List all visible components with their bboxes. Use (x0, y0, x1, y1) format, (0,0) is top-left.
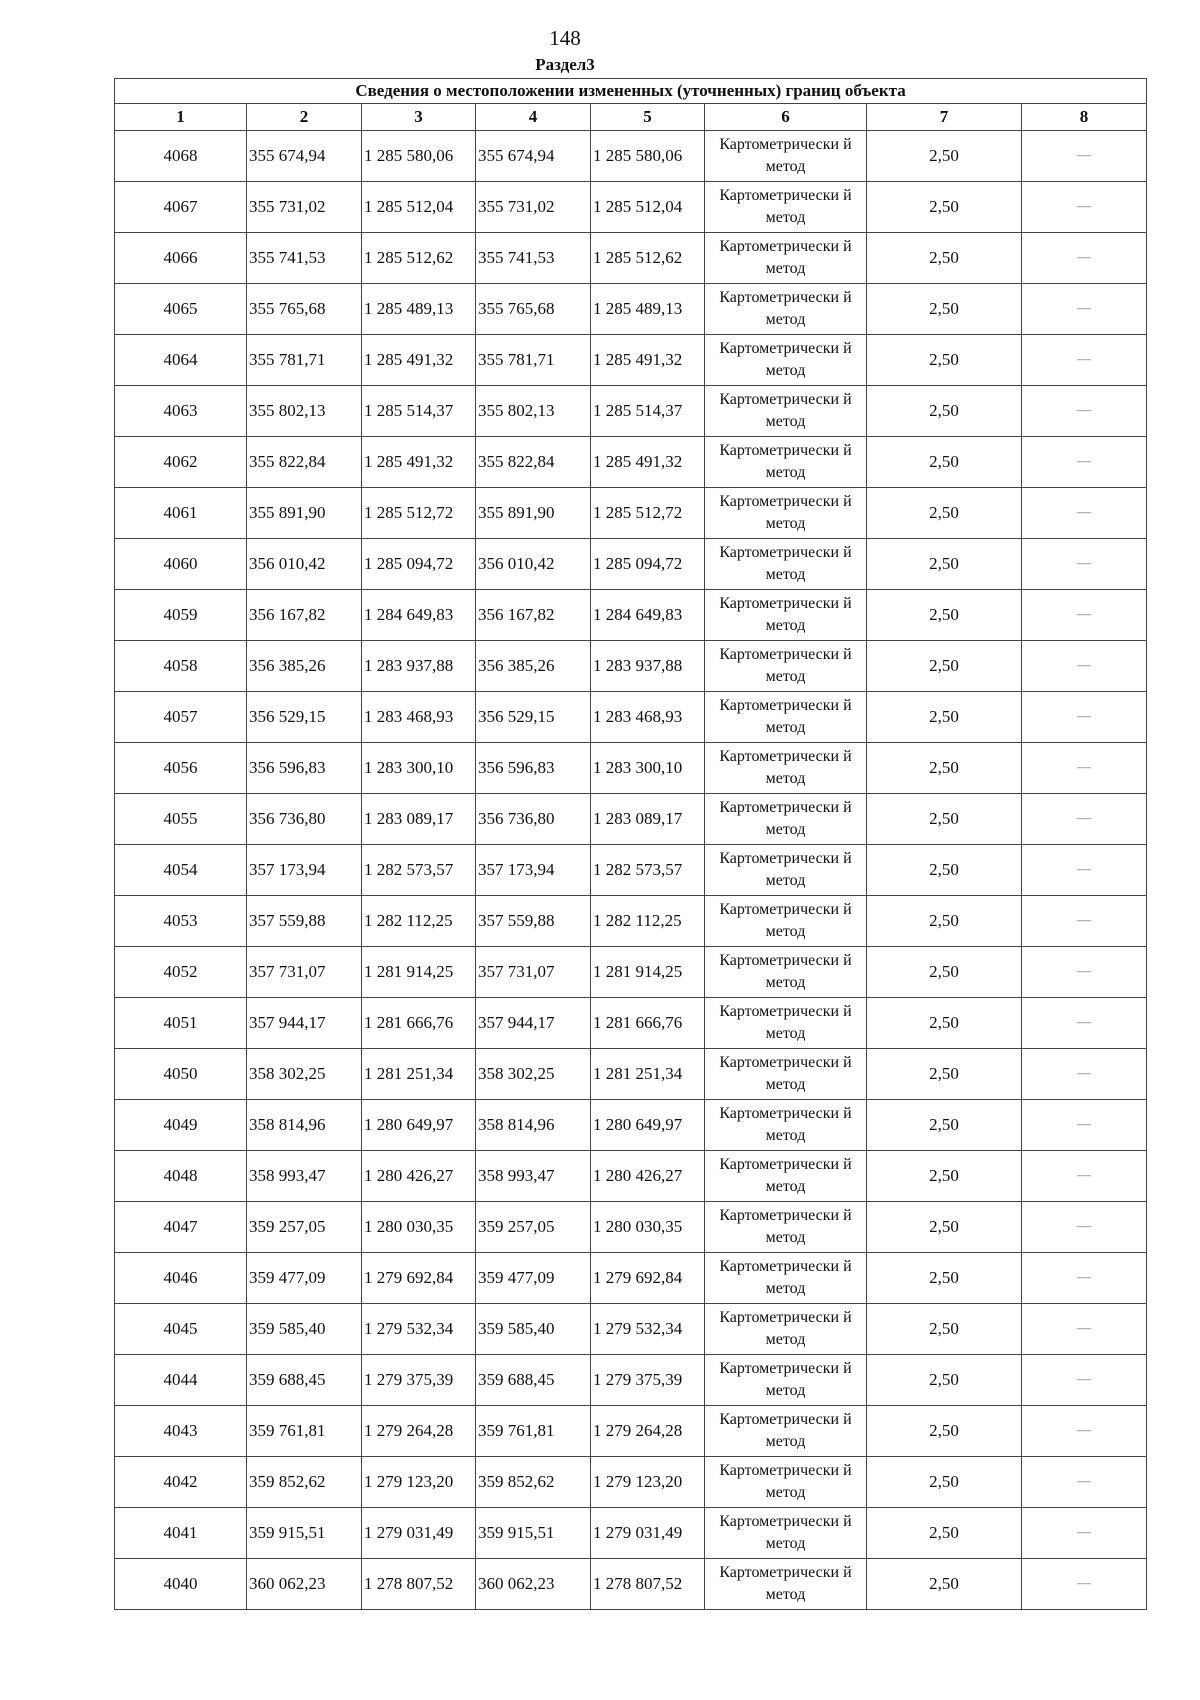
accuracy-cell: 2,50 (867, 845, 1022, 896)
method-cell: Картометрически й метод (705, 1049, 867, 1100)
note-cell: — (1022, 1100, 1147, 1151)
point-number-cell: 4049 (115, 1100, 247, 1151)
table-row (115, 590, 1147, 641)
x-coordinate-existing-cell: 357 731,07 (247, 947, 362, 998)
note-cell: — (1022, 284, 1147, 335)
accuracy-cell: 2,50 (867, 692, 1022, 743)
method-cell: Картометрически й метод (705, 386, 867, 437)
point-number-cell: 4044 (115, 1355, 247, 1406)
y-coordinate-new-cell: 1 284 649,83 (591, 590, 705, 641)
note-cell: — (1022, 947, 1147, 998)
x-coordinate-existing-cell: 357 944,17 (247, 998, 362, 1049)
y-coordinate-new-cell: 1 285 514,37 (591, 386, 705, 437)
point-number-cell: 4053 (115, 896, 247, 947)
note-cell: — (1022, 692, 1147, 743)
column-header: 1 (115, 104, 247, 131)
note-cell: — (1022, 182, 1147, 233)
table-row (115, 539, 1147, 590)
y-coordinate-new-cell: 1 282 112,25 (591, 896, 705, 947)
y-coordinate-existing-cell: 1 278 807,52 (362, 1559, 476, 1610)
y-coordinate-new-cell: 1 285 491,32 (591, 335, 705, 386)
method-cell: Картометрически й метод (705, 692, 867, 743)
x-coordinate-new-cell: 357 731,07 (476, 947, 591, 998)
x-coordinate-new-cell: 359 761,81 (476, 1406, 591, 1457)
y-coordinate-existing-cell: 1 283 937,88 (362, 641, 476, 692)
x-coordinate-new-cell: 355 802,13 (476, 386, 591, 437)
column-number-row (115, 104, 1147, 131)
note-cell: — (1022, 845, 1147, 896)
note-cell: — (1022, 1253, 1147, 1304)
x-coordinate-existing-cell: 356 736,80 (247, 794, 362, 845)
page-number: 148 (549, 26, 581, 50)
y-coordinate-existing-cell: 1 279 031,49 (362, 1508, 476, 1559)
y-coordinate-new-cell: 1 278 807,52 (591, 1559, 705, 1610)
x-coordinate-existing-cell: 358 993,47 (247, 1151, 362, 1202)
y-coordinate-existing-cell: 1 282 573,57 (362, 845, 476, 896)
x-coordinate-new-cell: 355 781,71 (476, 335, 591, 386)
accuracy-cell: 2,50 (867, 131, 1022, 182)
y-coordinate-new-cell: 1 281 251,34 (591, 1049, 705, 1100)
x-coordinate-new-cell: 355 741,53 (476, 233, 591, 284)
table-row (115, 182, 1147, 233)
y-coordinate-existing-cell: 1 283 089,17 (362, 794, 476, 845)
y-coordinate-new-cell: 1 285 512,72 (591, 488, 705, 539)
x-coordinate-existing-cell: 355 741,53 (247, 233, 362, 284)
x-coordinate-existing-cell: 355 822,84 (247, 437, 362, 488)
accuracy-cell: 2,50 (867, 284, 1022, 335)
note-cell: — (1022, 386, 1147, 437)
method-cell: Картометрически й метод (705, 1151, 867, 1202)
x-coordinate-new-cell: 359 257,05 (476, 1202, 591, 1253)
x-coordinate-new-cell: 359 852,62 (476, 1457, 591, 1508)
x-coordinate-new-cell: 358 302,25 (476, 1049, 591, 1100)
x-coordinate-existing-cell: 359 257,05 (247, 1202, 362, 1253)
point-number-cell: 4056 (115, 743, 247, 794)
accuracy-cell: 2,50 (867, 641, 1022, 692)
note-cell: — (1022, 1202, 1147, 1253)
y-coordinate-new-cell: 1 285 512,62 (591, 233, 705, 284)
x-coordinate-new-cell: 356 167,82 (476, 590, 591, 641)
method-cell: Картометрически й метод (705, 488, 867, 539)
table-row (115, 233, 1147, 284)
y-coordinate-new-cell: 1 283 089,17 (591, 794, 705, 845)
table-caption: Сведения о местоположении измененных (уточненных) границ объекта (115, 79, 1147, 104)
y-coordinate-new-cell: 1 279 123,20 (591, 1457, 705, 1508)
y-coordinate-existing-cell: 1 280 030,35 (362, 1202, 476, 1253)
x-coordinate-new-cell: 356 385,26 (476, 641, 591, 692)
x-coordinate-existing-cell: 355 781,71 (247, 335, 362, 386)
table-row (115, 284, 1147, 335)
point-number-cell: 4047 (115, 1202, 247, 1253)
x-coordinate-new-cell: 357 944,17 (476, 998, 591, 1049)
x-coordinate-new-cell: 359 585,40 (476, 1304, 591, 1355)
method-cell: Картометрически й метод (705, 1100, 867, 1151)
table-row (115, 998, 1147, 1049)
x-coordinate-existing-cell: 357 559,88 (247, 896, 362, 947)
point-number-cell: 4042 (115, 1457, 247, 1508)
method-cell: Картометрически й метод (705, 1559, 867, 1610)
x-coordinate-new-cell: 356 736,80 (476, 794, 591, 845)
method-cell: Картометрически й метод (705, 641, 867, 692)
y-coordinate-existing-cell: 1 285 514,37 (362, 386, 476, 437)
x-coordinate-new-cell: 360 062,23 (476, 1559, 591, 1610)
x-coordinate-existing-cell: 359 477,09 (247, 1253, 362, 1304)
y-coordinate-new-cell: 1 281 666,76 (591, 998, 705, 1049)
note-cell: — (1022, 1559, 1147, 1610)
coordinates-table (114, 78, 1147, 1610)
note-cell: — (1022, 641, 1147, 692)
x-coordinate-existing-cell: 359 915,51 (247, 1508, 362, 1559)
point-number-cell: 4066 (115, 233, 247, 284)
x-coordinate-new-cell: 359 688,45 (476, 1355, 591, 1406)
method-cell: Картометрически й метод (705, 1406, 867, 1457)
y-coordinate-new-cell: 1 279 264,28 (591, 1406, 705, 1457)
x-coordinate-new-cell: 357 173,94 (476, 845, 591, 896)
accuracy-cell: 2,50 (867, 1304, 1022, 1355)
table-row (115, 335, 1147, 386)
x-coordinate-existing-cell: 355 802,13 (247, 386, 362, 437)
method-cell: Картометрически й метод (705, 1253, 867, 1304)
method-cell: Картометрически й метод (705, 845, 867, 896)
x-coordinate-existing-cell: 358 302,25 (247, 1049, 362, 1100)
table-row (115, 794, 1147, 845)
table-row (115, 947, 1147, 998)
x-coordinate-existing-cell: 355 674,94 (247, 131, 362, 182)
accuracy-cell: 2,50 (867, 1151, 1022, 1202)
y-coordinate-existing-cell: 1 285 491,32 (362, 335, 476, 386)
method-cell: Картометрически й метод (705, 1202, 867, 1253)
point-number-cell: 4068 (115, 131, 247, 182)
accuracy-cell: 2,50 (867, 743, 1022, 794)
x-coordinate-new-cell: 358 993,47 (476, 1151, 591, 1202)
point-number-cell: 4045 (115, 1304, 247, 1355)
note-cell: — (1022, 1151, 1147, 1202)
y-coordinate-new-cell: 1 279 375,39 (591, 1355, 705, 1406)
x-coordinate-existing-cell: 359 585,40 (247, 1304, 362, 1355)
method-cell: Картометрически й метод (705, 896, 867, 947)
x-coordinate-new-cell: 357 559,88 (476, 896, 591, 947)
table-row (115, 1151, 1147, 1202)
y-coordinate-existing-cell: 1 285 580,06 (362, 131, 476, 182)
point-number-cell: 4067 (115, 182, 247, 233)
x-coordinate-existing-cell: 356 385,26 (247, 641, 362, 692)
y-coordinate-existing-cell: 1 285 512,72 (362, 488, 476, 539)
x-coordinate-existing-cell: 360 062,23 (247, 1559, 362, 1610)
method-cell: Картометрически й метод (705, 437, 867, 488)
point-number-cell: 4041 (115, 1508, 247, 1559)
x-coordinate-existing-cell: 359 761,81 (247, 1406, 362, 1457)
column-header: 8 (1022, 104, 1147, 131)
note-cell: — (1022, 539, 1147, 590)
note-cell: — (1022, 1355, 1147, 1406)
table-row (115, 1457, 1147, 1508)
method-cell: Картометрически й метод (705, 284, 867, 335)
note-cell: — (1022, 335, 1147, 386)
method-cell: Картометрически й метод (705, 335, 867, 386)
y-coordinate-new-cell: 1 279 532,34 (591, 1304, 705, 1355)
column-header: 4 (476, 104, 591, 131)
method-cell: Картометрически й метод (705, 233, 867, 284)
y-coordinate-existing-cell: 1 285 512,04 (362, 182, 476, 233)
x-coordinate-new-cell: 355 822,84 (476, 437, 591, 488)
point-number-cell: 4054 (115, 845, 247, 896)
x-coordinate-existing-cell: 357 173,94 (247, 845, 362, 896)
point-number-cell: 4061 (115, 488, 247, 539)
column-header: 3 (362, 104, 476, 131)
method-cell: Картометрически й метод (705, 539, 867, 590)
x-coordinate-new-cell: 356 529,15 (476, 692, 591, 743)
point-number-cell: 4058 (115, 641, 247, 692)
accuracy-cell: 2,50 (867, 947, 1022, 998)
y-coordinate-new-cell: 1 280 649,97 (591, 1100, 705, 1151)
note-cell: — (1022, 437, 1147, 488)
point-number-cell: 4057 (115, 692, 247, 743)
accuracy-cell: 2,50 (867, 896, 1022, 947)
table-row (115, 386, 1147, 437)
accuracy-cell: 2,50 (867, 1100, 1022, 1151)
point-number-cell: 4065 (115, 284, 247, 335)
x-coordinate-existing-cell: 356 010,42 (247, 539, 362, 590)
point-number-cell: 4064 (115, 335, 247, 386)
y-coordinate-new-cell: 1 282 573,57 (591, 845, 705, 896)
table-row (115, 1253, 1147, 1304)
method-cell: Картометрически й метод (705, 182, 867, 233)
accuracy-cell: 2,50 (867, 233, 1022, 284)
table-row (115, 131, 1147, 182)
x-coordinate-existing-cell: 355 731,02 (247, 182, 362, 233)
accuracy-cell: 2,50 (867, 794, 1022, 845)
x-coordinate-existing-cell: 356 167,82 (247, 590, 362, 641)
method-cell: Картометрически й метод (705, 998, 867, 1049)
note-cell: — (1022, 1406, 1147, 1457)
y-coordinate-new-cell: 1 283 300,10 (591, 743, 705, 794)
accuracy-cell: 2,50 (867, 1406, 1022, 1457)
point-number-cell: 4040 (115, 1559, 247, 1610)
section-title: Раздел3 (535, 55, 595, 74)
accuracy-cell: 2,50 (867, 437, 1022, 488)
point-number-cell: 4055 (115, 794, 247, 845)
x-coordinate-new-cell: 358 814,96 (476, 1100, 591, 1151)
accuracy-cell: 2,50 (867, 1253, 1022, 1304)
method-cell: Картометрически й метод (705, 743, 867, 794)
y-coordinate-existing-cell: 1 280 426,27 (362, 1151, 476, 1202)
accuracy-cell: 2,50 (867, 1202, 1022, 1253)
method-cell: Картометрически й метод (705, 947, 867, 998)
method-cell: Картометрически й метод (705, 590, 867, 641)
method-cell: Картометрически й метод (705, 1304, 867, 1355)
column-header: 6 (705, 104, 867, 131)
y-coordinate-new-cell: 1 285 580,06 (591, 131, 705, 182)
point-number-cell: 4046 (115, 1253, 247, 1304)
table-row (115, 1559, 1147, 1610)
accuracy-cell: 2,50 (867, 335, 1022, 386)
note-cell: — (1022, 1508, 1147, 1559)
accuracy-cell: 2,50 (867, 1355, 1022, 1406)
x-coordinate-existing-cell: 356 529,15 (247, 692, 362, 743)
x-coordinate-new-cell: 359 915,51 (476, 1508, 591, 1559)
y-coordinate-existing-cell: 1 280 649,97 (362, 1100, 476, 1151)
x-coordinate-existing-cell: 355 765,68 (247, 284, 362, 335)
y-coordinate-existing-cell: 1 285 489,13 (362, 284, 476, 335)
y-coordinate-existing-cell: 1 279 692,84 (362, 1253, 476, 1304)
x-coordinate-new-cell: 356 010,42 (476, 539, 591, 590)
method-cell: Картометрически й метод (705, 1457, 867, 1508)
table-row (115, 1049, 1147, 1100)
y-coordinate-new-cell: 1 281 914,25 (591, 947, 705, 998)
table-row (115, 1100, 1147, 1151)
accuracy-cell: 2,50 (867, 998, 1022, 1049)
point-number-cell: 4052 (115, 947, 247, 998)
x-coordinate-existing-cell: 359 852,62 (247, 1457, 362, 1508)
point-number-cell: 4050 (115, 1049, 247, 1100)
y-coordinate-existing-cell: 1 283 468,93 (362, 692, 476, 743)
point-number-cell: 4063 (115, 386, 247, 437)
y-coordinate-existing-cell: 1 282 112,25 (362, 896, 476, 947)
accuracy-cell: 2,50 (867, 590, 1022, 641)
table-row (115, 1202, 1147, 1253)
y-coordinate-existing-cell: 1 279 532,34 (362, 1304, 476, 1355)
table-row (115, 1304, 1147, 1355)
point-number-cell: 4043 (115, 1406, 247, 1457)
y-coordinate-existing-cell: 1 285 094,72 (362, 539, 476, 590)
accuracy-cell: 2,50 (867, 1559, 1022, 1610)
x-coordinate-existing-cell: 356 596,83 (247, 743, 362, 794)
accuracy-cell: 2,50 (867, 1457, 1022, 1508)
x-coordinate-new-cell: 355 674,94 (476, 131, 591, 182)
table-row (115, 896, 1147, 947)
method-cell: Картометрически й метод (705, 1508, 867, 1559)
table-row (115, 743, 1147, 794)
y-coordinate-new-cell: 1 285 491,32 (591, 437, 705, 488)
accuracy-cell: 2,50 (867, 1049, 1022, 1100)
y-coordinate-existing-cell: 1 279 264,28 (362, 1406, 476, 1457)
accuracy-cell: 2,50 (867, 539, 1022, 590)
note-cell: — (1022, 488, 1147, 539)
y-coordinate-new-cell: 1 283 468,93 (591, 692, 705, 743)
column-header: 7 (867, 104, 1022, 131)
note-cell: — (1022, 131, 1147, 182)
point-number-cell: 4059 (115, 590, 247, 641)
y-coordinate-existing-cell: 1 285 491,32 (362, 437, 476, 488)
accuracy-cell: 2,50 (867, 488, 1022, 539)
y-coordinate-new-cell: 1 280 030,35 (591, 1202, 705, 1253)
point-number-cell: 4048 (115, 1151, 247, 1202)
table-row (115, 845, 1147, 896)
table-row (115, 437, 1147, 488)
note-cell: — (1022, 233, 1147, 284)
x-coordinate-existing-cell: 359 688,45 (247, 1355, 362, 1406)
y-coordinate-new-cell: 1 285 094,72 (591, 539, 705, 590)
y-coordinate-existing-cell: 1 279 375,39 (362, 1355, 476, 1406)
table-row (115, 1508, 1147, 1559)
note-cell: — (1022, 794, 1147, 845)
y-coordinate-new-cell: 1 285 489,13 (591, 284, 705, 335)
x-coordinate-new-cell: 356 596,83 (476, 743, 591, 794)
note-cell: — (1022, 896, 1147, 947)
y-coordinate-new-cell: 1 283 937,88 (591, 641, 705, 692)
method-cell: Картометрически й метод (705, 1355, 867, 1406)
table-row (115, 641, 1147, 692)
accuracy-cell: 2,50 (867, 386, 1022, 437)
column-header: 2 (247, 104, 362, 131)
note-cell: — (1022, 590, 1147, 641)
y-coordinate-new-cell: 1 285 512,04 (591, 182, 705, 233)
table-body (115, 131, 1147, 1610)
y-coordinate-existing-cell: 1 283 300,10 (362, 743, 476, 794)
point-number-cell: 4062 (115, 437, 247, 488)
note-cell: — (1022, 1049, 1147, 1100)
y-coordinate-existing-cell: 1 281 251,34 (362, 1049, 476, 1100)
y-coordinate-existing-cell: 1 279 123,20 (362, 1457, 476, 1508)
table-row (115, 1406, 1147, 1457)
x-coordinate-existing-cell: 355 891,90 (247, 488, 362, 539)
x-coordinate-new-cell: 355 891,90 (476, 488, 591, 539)
point-number-cell: 4051 (115, 998, 247, 1049)
x-coordinate-new-cell: 359 477,09 (476, 1253, 591, 1304)
y-coordinate-new-cell: 1 279 031,49 (591, 1508, 705, 1559)
method-cell: Картометрически й метод (705, 131, 867, 182)
table-row (115, 692, 1147, 743)
point-number-cell: 4060 (115, 539, 247, 590)
note-cell: — (1022, 1304, 1147, 1355)
accuracy-cell: 2,50 (867, 182, 1022, 233)
x-coordinate-new-cell: 355 765,68 (476, 284, 591, 335)
y-coordinate-new-cell: 1 279 692,84 (591, 1253, 705, 1304)
y-coordinate-existing-cell: 1 281 914,25 (362, 947, 476, 998)
note-cell: — (1022, 998, 1147, 1049)
note-cell: — (1022, 743, 1147, 794)
table-row (115, 488, 1147, 539)
table-row (115, 1355, 1147, 1406)
y-coordinate-existing-cell: 1 281 666,76 (362, 998, 476, 1049)
method-cell: Картометрически й метод (705, 794, 867, 845)
y-coordinate-existing-cell: 1 285 512,62 (362, 233, 476, 284)
column-header: 5 (591, 104, 705, 131)
x-coordinate-new-cell: 355 731,02 (476, 182, 591, 233)
y-coordinate-new-cell: 1 280 426,27 (591, 1151, 705, 1202)
accuracy-cell: 2,50 (867, 1508, 1022, 1559)
note-cell: — (1022, 1457, 1147, 1508)
y-coordinate-existing-cell: 1 284 649,83 (362, 590, 476, 641)
x-coordinate-existing-cell: 358 814,96 (247, 1100, 362, 1151)
